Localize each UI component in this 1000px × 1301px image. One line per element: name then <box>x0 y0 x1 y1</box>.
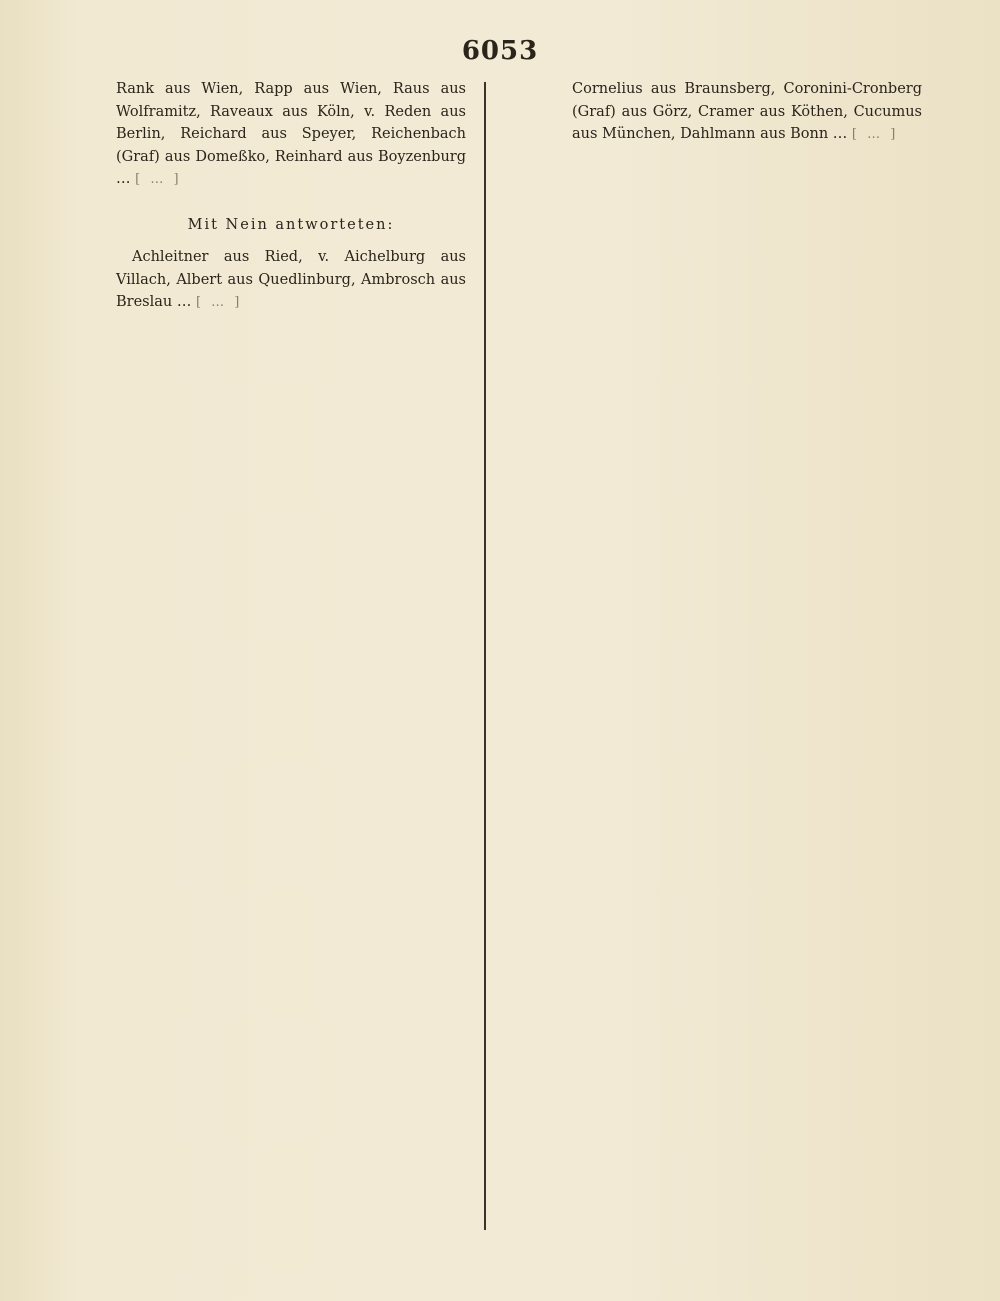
left-paragraph-2-elided: [ … ] <box>195 295 243 310</box>
left-paragraph-continued <box>116 78 466 192</box>
left-paragraph-1-start: Rank aus Wien, Rapp aus Wien, Raus aus Wolframitz, Raveaux aus Köln, v. Reden aus Berlin, Reichard aus Speyer, Reichenbach (Graf) aus Domeßko, Reinhard aus Boyzenburg … <box>116 81 466 187</box>
page-number: 6053 <box>461 36 539 66</box>
right-paragraph-continued <box>572 78 922 147</box>
left-paragraph-1-elided: [ … ] <box>135 172 182 187</box>
left-column <box>116 78 466 315</box>
right-column <box>572 78 922 147</box>
right-paragraph-1-start: Cornelius aus Braunsberg, Coronini-Cronberg (Graf) aus Görz, Cramer aus Köthen, Cucumus aus München, Dahlmann aus Bonn … <box>572 81 922 142</box>
left-paragraph-2-start: Achleitner aus Ried, v. Aichelburg aus Villach, Albert aus Quedlinburg, Ambrosch aus Breslau … <box>116 249 466 310</box>
section-heading-nein: Mit Nein antworteten: <box>187 216 395 233</box>
column-divider <box>484 82 486 1230</box>
right-paragraph-1-elided: [ … ] <box>851 127 899 142</box>
left-paragraph-nein-list <box>116 246 466 315</box>
